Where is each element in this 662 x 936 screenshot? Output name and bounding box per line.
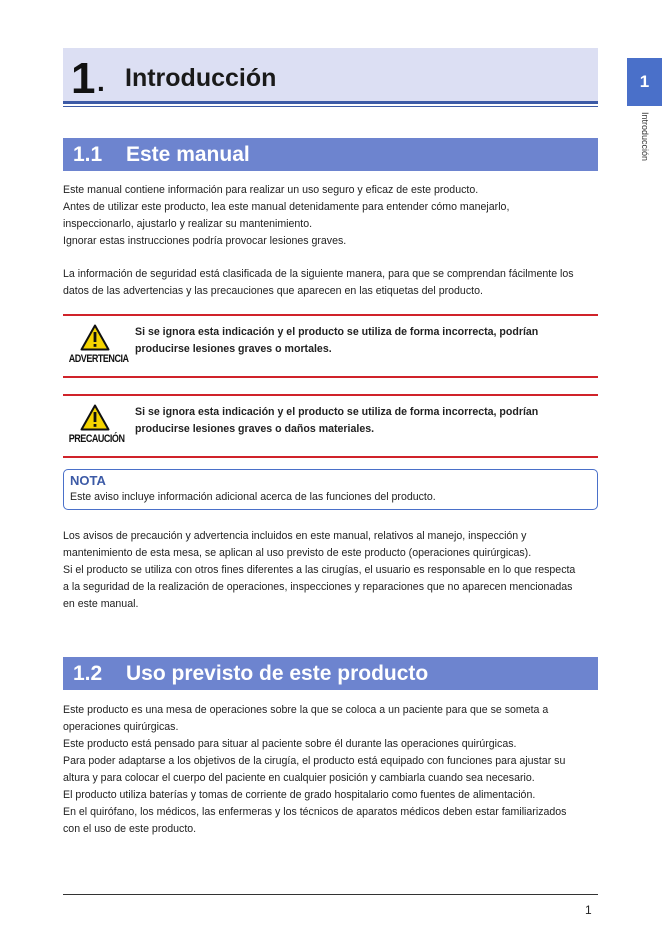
scope-paragraph (63, 528, 601, 613)
text-line: Para poder adaptarse a los objetivos de la cirugía, el producto está equipado con funciones para ajustar su (63, 755, 566, 767)
section-heading-1-1 (63, 138, 598, 171)
section-number: 1.2 (73, 662, 103, 685)
text-line: operaciones quirúrgicas. (63, 721, 179, 733)
text-line: Este producto es una mesa de operaciones sobre la que se coloca a un paciente para que se someta a (63, 704, 549, 716)
text-line: con el uso de este producto. (63, 823, 197, 835)
text-line: Este manual contiene información para realizar un uso seguro y eficaz de este producto. (63, 184, 479, 196)
chapter-title: Introducción (125, 64, 277, 92)
text-line: Los avisos de precaución y advertencia incluidos en este manual, relativos al manejo, inspección y (63, 530, 527, 542)
text-line: El producto utiliza baterías y tomas de corriente de grado hospitalario como fuentes de alimentación. (63, 789, 536, 801)
note-title: NOTA (70, 473, 106, 488)
safety-classification-paragraph (63, 266, 601, 300)
caution-triangle-icon (80, 404, 110, 431)
text-line: Si el producto se utiliza con otros fines diferentes a las cirugías, el usuario es responsable en lo que respecta (63, 564, 576, 576)
warning-box (63, 314, 598, 378)
side-tab-chapter[interactable]: 1 (627, 58, 662, 106)
text-line: Si se ignora esta indicación y el producto se utiliza de forma incorrecta, podrían (135, 406, 539, 418)
side-tab-label: Introducción (640, 112, 650, 162)
chapter-number: 1 (71, 54, 96, 103)
text-line: mantenimiento de esta mesa, se aplican al uso previsto de este producto (operaciones quirúrgicas). (63, 547, 532, 559)
warning-text (135, 324, 590, 358)
note-box (63, 469, 598, 510)
warning-triangle-icon (80, 324, 110, 351)
section-title: Uso previsto de este producto (126, 662, 429, 685)
text-line: Antes de utilizar este producto, lea este manual detenidamente para entender cómo manejarlo, (63, 201, 510, 213)
intended-use-paragraph (63, 702, 601, 838)
chapter-underline (63, 106, 598, 107)
chapter-dot: . (97, 66, 105, 97)
text-line: producirse lesiones graves o mortales. (135, 343, 332, 355)
section-heading-1-2 (63, 657, 598, 690)
chapter-header (63, 48, 598, 104)
text-line: a la seguridad de la realización de operaciones, inspecciones y reparaciones que no aparecen mencionadas (63, 581, 573, 593)
text-line: Si se ignora esta indicación y el producto se utiliza de forma incorrecta, podrían (135, 326, 539, 338)
page-number: 1 (585, 903, 592, 917)
text-line: datos de las advertencias y las precauciones que aparecen en las etiquetas del producto. (63, 285, 483, 297)
caution-label: PRECAUCIÓN (68, 433, 125, 445)
text-line: Este producto está pensado para situar al paciente sobre él durante las operaciones quirúrgicas. (63, 738, 517, 750)
section-title: Este manual (126, 143, 250, 166)
intro-paragraph (63, 182, 601, 250)
text-line: en este manual. (63, 598, 139, 610)
text-line: altura y para colocar el cuerpo del paciente en cualquier posición y cambiarla cuando sea necesario. (63, 772, 535, 784)
text-line: producirse lesiones graves o daños materiales. (135, 423, 375, 435)
note-text: Este aviso incluye información adicional acerca de las funciones del producto. (70, 491, 436, 503)
text-line: Ignorar estas instrucciones podría provocar lesiones graves. (63, 235, 347, 247)
text-line: En el quirófano, los médicos, las enfermeras y los técnicos de aparatos médicos deben estar familiarizados (63, 806, 567, 818)
warning-label: ADVERTENCIA (68, 353, 129, 365)
text-line: inspeccionarlo, ajustarlo y realizar su mantenimiento. (63, 218, 313, 230)
text-line: La información de seguridad está clasificada de la siguiente manera, para que se comprendan fácilmente los (63, 268, 574, 280)
caution-box (63, 394, 598, 458)
caution-text (135, 404, 590, 438)
footer-divider (63, 894, 598, 895)
section-number: 1.1 (73, 143, 103, 166)
